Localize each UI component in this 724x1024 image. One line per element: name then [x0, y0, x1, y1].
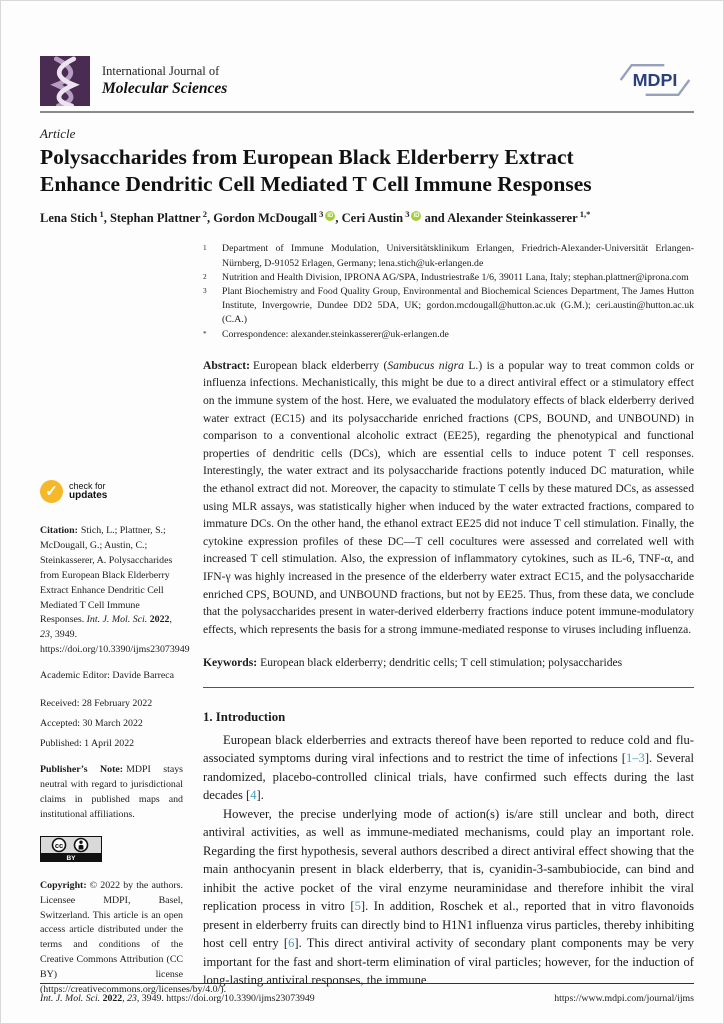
authors-line: Lena Stich $^1$, Stephan Plattner $^2$, Gordon McDougall $^3$ iD , Ceri Austin $^3$ iD and Alexander Steinkasserer $^{1,*}$ — [40, 209, 591, 226]
affiliation-text: Nutrition and Health Division, IPRONA AG/SPA, Industriestraße 1/6, 39011 Lana, Italy; stephan.plattner@iprona.com — [222, 271, 689, 283]
academic-editor: Academic Editor: Davide Barreca — [40, 670, 175, 682]
footer-rule — [40, 983, 694, 984]
journal-dna-logo-icon — [40, 56, 90, 106]
footer-citation: Int. J. Mol. Sci. 2022, 23, 3949. https://doi.org/10.3390/ijms23073949 — [40, 993, 315, 1004]
left-sidebar — [40, 480, 227, 997]
footer-journal-url: https://www.mdpi.com/journal/ijms — [554, 993, 694, 1004]
citation-block — [40, 524, 190, 658]
author-affiliation-sup: 1 — [97, 209, 104, 220]
affiliation-item — [203, 271, 694, 285]
check-for-updates-text — [69, 482, 107, 502]
article-type-label: Article — [40, 126, 76, 141]
body-paragraph: European black elderberries and extracts thereof have been reported to reduce cold and flu-associated symptoms during viral infections and to restrict the time of infections [1–3]. Several randomized, placebo-controlled clinical trials, have confirmed such effects during the last decades [4]. — [203, 732, 694, 803]
main-column — [203, 242, 694, 990]
affiliation-text: Correspondence: alexander.steinkasserer@uk-erlangen.de — [222, 328, 449, 340]
author-name: Ceri Austin — [341, 211, 404, 226]
affiliations-list — [203, 242, 694, 341]
journal-name-line2: Molecular Sciences — [102, 80, 228, 98]
history-date-line: Accepted: 30 March 2022 — [40, 717, 143, 729]
journal-header — [40, 56, 694, 106]
affiliation-text: Department of Immune Modulation, Universitätsklinikum Erlangen, Friedrich-Alexander-Universität Erlangen-Nürnberg, D-91052 Erlagen, Germany; lena.stich@uk-erlangen.de — [222, 243, 694, 269]
orcid-icon[interactable]: iD — [327, 213, 334, 220]
history-dates — [40, 697, 183, 752]
affiliation-marker: 3 — [203, 285, 207, 295]
check-for-updates-line2: updates — [69, 490, 108, 502]
affiliation-text: Plant Biochemistry and Food Quality Group, Environmental and Biochemical Sciences Department, The James Hutton Institute, Invergowrie, Dundee DD2 5DA, UK; gordon.mcdougall@hutton.ac.uk (G.M.); ceri.austin@hutton.ac.uk (C.A.) — [222, 285, 694, 326]
history-date-line: Received: 28 February 2022 — [40, 697, 153, 709]
history-date-line: Published: 1 April 2022 — [40, 737, 135, 749]
page-footer — [40, 983, 694, 1004]
mdpi-logo — [616, 59, 694, 106]
affiliation-marker: 2 — [203, 271, 207, 281]
by-icon: BY — [66, 854, 76, 862]
affiliation-item — [203, 242, 694, 270]
author-name: Stephan Plattner — [109, 211, 201, 226]
journal-brand — [40, 56, 227, 106]
paper-title: Polysaccharides from European Black Elderberry Extract Enhance Dendritic Cell Mediated T Cell Immune Responses — [40, 145, 592, 197]
abstract — [203, 357, 694, 639]
keywords-text: European black elderberry; dendritic cells; T cell stimulation; polysaccharides — [260, 656, 623, 670]
header-rule — [40, 111, 694, 113]
keywords-label: Keywords: — [203, 656, 258, 670]
check-for-updates-badge[interactable] — [40, 480, 183, 503]
content-columns — [40, 242, 694, 995]
author-affiliation-sup: 3 — [317, 209, 324, 220]
publishers-note-label: Publisher’s Note: — [40, 764, 124, 776]
author-name: Alexander Steinkasserer — [447, 211, 578, 226]
cc-by-license-badge[interactable] — [40, 836, 183, 868]
author-name: Lena Stich — [40, 211, 98, 226]
cc-icon: cc — [54, 840, 64, 850]
publishers-note — [40, 763, 183, 822]
author-affiliation-sup: 2 — [200, 209, 207, 220]
abstract-text: European black elderberry (Sambucus nigra L.) is a popular way to treat common colds or influenza infections. Mechanistically, this might be due to a direct antiviral effect or a stimulatory effect on the immune system of the host. Here, we evaluated the modulatory effects of black elderberry derived water extract (EC15) and its polysaccharide enriched fractions (CPS, BOUND, and UNBOUND) in comparison to a conventional alcoholic extract (EE25), regarding the phenotypical and functional properties of dendritic cells (DCs), which are essential cells to induce potent T cell responses. Interestingly, the water extract and its polysaccharide fractions potently induced DC maturation, while the ethanol extract did not. Moreover, the capacity to stimulate T cells by these matured DCs, as assessed using MLR assays, was statistically higher when induced by the water extracted fractions, compared to immature DCs. On the other hand, the ethanol extract EE25 did not induce T cell stimulation. Finally, the cytokine expression profiles of these DC—T cell cocultures were assessed and correlated well with increased T cell stimulation. Also, the expression of inflammatory cytokines, such as IL-6, TNF-α, and IFN-γ was highly increased in the presence of the elderberry water extract EC15, and the polysaccharide enriched CPS, BOUND, and UNBOUND fractions, but not by EE25. Thus, from these data, we conclude that the polysaccharides present in water-derived elderberry fractions induce potent immune-modulatory effects, which represents the basis for a strong immune-mediated response to viruses including influenza. — [203, 358, 694, 636]
mdpi-logo-text: MDPI — [632, 70, 678, 91]
section-heading-introduction: 1. Introduction — [203, 709, 286, 724]
introduction-body — [203, 731, 694, 990]
journal-name-line1: International Journal of — [102, 63, 220, 78]
check-for-updates-line1: check for — [69, 480, 106, 491]
keywords-rule — [203, 687, 694, 688]
copyright-block — [40, 879, 227, 998]
keywords — [203, 654, 694, 671]
orcid-icon[interactable]: iD — [413, 213, 420, 220]
affiliation-marker: * — [203, 328, 207, 338]
affiliation-marker: 1 — [203, 243, 207, 253]
affiliation-item — [203, 328, 694, 342]
abstract-label: Abstract: — [203, 358, 251, 372]
affiliation-item — [203, 285, 694, 328]
copyright-text: © 2022 by the authors. Licensee MDPI, Basel, Switzerland. This article is an open access article distributed under the terms and conditions of the Creative Commons Attribution (CC BY) license (https://creativecommons.org/licenses/by/4.0/). — [40, 879, 227, 995]
check-icon: ✓ — [40, 480, 63, 503]
copyright-label: Copyright: — [40, 879, 87, 891]
citation-label: Citation: — [40, 525, 78, 537]
publishers-note-text: MDPI stays neutral with regard to jurisdictional claims in published maps and institutional affiliations. — [40, 764, 183, 821]
citation-text: Stich, L.; Plattner, S.; McDougall, G.; Austin, C.; Steinkasserer, A. Polysaccharides from European Black Elderberry Extract Enhance Dendritic Cell Mediated T Cell Immune Responses. Int. J. Mol. Sci. 2022, 23, 3949. https://doi.org/10.3390/ijms23073949 — [40, 525, 190, 656]
author-affiliation-sup: 3 — [403, 209, 410, 220]
body-paragraph: However, the precise underlying mode of action(s) is/are still unclear and both, direct antiviral activities, as well as immune-mediated mechanisms, could play an important role. Regarding the first hypothesis, several authors described a direct antiviral effect showing that the main anthocyanin present in black elderberry, that is, cyanidin-3-sambubiocide, can bind and inhibit the active pocket of the viral enzyme neuraminidase and therefore inhibit the viral replication process in vitro [5]. In addition, Roschek et al., reported that in vitro flavonoids present in elderberry fruits can directly bind to H1N1 influenza virus particles, thereby inhibiting host cell entry [6]. This direct antiviral activity of secondary plant components may be very important for the fast and short-term elimination of viral particles; however, for the induction of long-lasting antiviral responses, the immune — [203, 806, 694, 988]
author-affiliation-sup: 1,* — [577, 209, 591, 220]
author-name: Gordon McDougall — [213, 211, 318, 226]
journal-name — [102, 64, 227, 99]
